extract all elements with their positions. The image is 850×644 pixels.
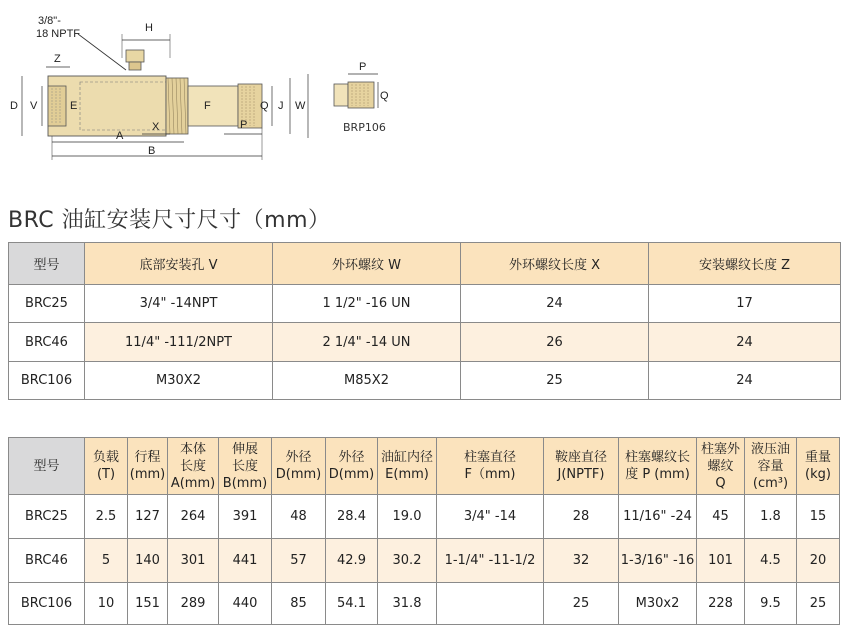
header-line: (T): [96, 467, 116, 482]
cell-model: BRC106: [9, 362, 85, 400]
table-cell: 101: [697, 539, 745, 583]
dim-label-z: Z: [54, 53, 61, 65]
header-extended-length-b: [219, 438, 272, 495]
cell-model: BRC25: [9, 495, 85, 539]
header-outer-thread-w: 外环螺纹 W: [273, 243, 461, 285]
cell-z: 24: [649, 323, 841, 362]
cell-model: BRC25: [9, 285, 85, 323]
cell-v: M30X2: [85, 362, 273, 400]
cell-z: 24: [649, 362, 841, 400]
header-line: 重量: [804, 450, 831, 465]
header-line: 伸展: [231, 441, 258, 457]
dim-label-h: H: [145, 22, 153, 34]
port-thread-label-line2: 18 NPTF: [36, 28, 81, 40]
header-line: 长度: [231, 458, 258, 474]
header-line: 外径: [285, 450, 312, 465]
side-dim-label-q: Q: [380, 90, 389, 102]
header-line: E(mm): [385, 467, 429, 482]
table-cell: 15: [797, 495, 840, 539]
mounting-dimensions-table: [8, 242, 841, 400]
table-row: [9, 285, 841, 323]
header-bore-e: [378, 438, 437, 495]
table-cell: 85: [272, 583, 326, 625]
table-row: [9, 495, 840, 539]
header-line: 螺纹: [707, 458, 734, 474]
header-plunger-diameter-f: [437, 438, 544, 495]
header-body-length-a: [168, 438, 219, 495]
table-cell: 140: [128, 539, 168, 583]
header-line: (cm³): [752, 475, 789, 491]
header-line: 负载: [92, 450, 119, 465]
table-row: [9, 362, 841, 400]
dim-label-e: E: [70, 100, 78, 112]
table-cell: 264: [168, 495, 219, 539]
cell-model: BRC46: [9, 539, 85, 583]
table-cell: 289: [168, 583, 219, 625]
table-cell: 1-1/4" -11-1/2: [437, 539, 544, 583]
table-row: [9, 539, 840, 583]
dim-label-j: J: [278, 100, 284, 112]
header-line: D(mm): [275, 467, 322, 482]
header-plunger-thread-length-p: [619, 438, 697, 495]
dim-label-q: Q: [260, 100, 269, 112]
table-cell: 441: [219, 539, 272, 583]
header-line: 长度: [179, 458, 206, 474]
table-cell: 391: [219, 495, 272, 539]
header-model: [9, 438, 85, 495]
cell-w: 2 1/4" -14 UN: [273, 323, 461, 362]
table-cell: 54.1: [326, 583, 378, 625]
header-load: [85, 438, 128, 495]
header-line: 油缸内径: [380, 450, 433, 465]
cell-z: 17: [649, 285, 841, 323]
header-outer-diameter-d-2: [326, 438, 378, 495]
table-cell: 228: [697, 583, 745, 625]
cell-w: M85X2: [273, 362, 461, 400]
table-cell: 32: [544, 539, 619, 583]
table-cell: 4.5: [745, 539, 797, 583]
header-line: 柱塞外: [700, 441, 740, 457]
table-cell: 440: [219, 583, 272, 625]
header-weight: [797, 438, 840, 495]
table-cell: 57: [272, 539, 326, 583]
header-plunger-thread-q: [697, 438, 745, 495]
table-cell: 151: [128, 583, 168, 625]
table-cell: 30.2: [378, 539, 437, 583]
table-row: [9, 323, 841, 362]
drawing-caption: BRP106: [343, 121, 386, 134]
section-title: BRC 油缸安装尺寸尺寸（mm）: [8, 208, 331, 233]
table-cell: 1-3/16" -16: [619, 539, 697, 583]
table-cell: 2.5: [85, 495, 128, 539]
table-cell: 25: [797, 583, 840, 625]
cell-model: BRC106: [9, 583, 85, 625]
table-cell: 301: [168, 539, 219, 583]
header-model: 型号: [9, 243, 85, 285]
table-cell: 28: [544, 495, 619, 539]
cell-model: BRC46: [9, 323, 85, 362]
header-line: 行程: [134, 450, 161, 465]
table-cell: 127: [128, 495, 168, 539]
header-line: 鞍座直径: [554, 450, 607, 465]
table-cell: 48: [272, 495, 326, 539]
header-line: 外径: [338, 450, 365, 465]
cell-x: 26: [461, 323, 649, 362]
header-line: A(mm): [170, 475, 216, 491]
dim-label-p: P: [240, 119, 248, 131]
port-thread-label-line1: 3/8"-: [38, 15, 61, 27]
table-header-row: [9, 243, 841, 285]
header-base-hole-v: 底部安装孔 V: [85, 243, 273, 285]
header-stroke: [128, 438, 168, 495]
header-line: 液压油: [750, 441, 790, 457]
cell-v: 3/4" -14NPT: [85, 285, 273, 323]
table-cell: M30x2: [619, 583, 697, 625]
header-line: (kg): [805, 467, 831, 482]
cell-x: 24: [461, 285, 649, 323]
dim-label-b: B: [148, 145, 156, 157]
table-row: [9, 583, 840, 625]
cell-x: 25: [461, 362, 649, 400]
table-cell: 1.8: [745, 495, 797, 539]
header-line: 柱塞直径: [463, 450, 516, 465]
header-line: 容量: [757, 458, 784, 474]
header-line: 型号: [33, 458, 60, 474]
table-cell: 20: [797, 539, 840, 583]
header-line: (mm): [129, 467, 166, 482]
table-cell: 3/4" -14: [437, 495, 544, 539]
header-line: D(mm): [328, 467, 375, 482]
dim-label-w: W: [295, 100, 306, 112]
dim-label-v: V: [30, 100, 38, 112]
side-dim-label-p: P: [359, 61, 367, 73]
header-oil-capacity: [745, 438, 797, 495]
header-saddle-diameter-j: [544, 438, 619, 495]
table-cell: [437, 583, 544, 625]
dim-label-a: A: [116, 130, 124, 142]
header-line: 本体: [179, 441, 206, 457]
header-outer-thread-length-x: 外环螺纹长度 X: [461, 243, 649, 285]
table-header-row: [9, 438, 840, 495]
header-line: 度 P (mm): [625, 467, 690, 482]
table-cell: 11/16" -24: [619, 495, 697, 539]
table-cell: 25: [544, 583, 619, 625]
table-cell: 9.5: [745, 583, 797, 625]
header-line: J(NPTF): [557, 467, 605, 482]
dim-label-x: X: [152, 121, 160, 133]
table-cell: 10: [85, 583, 128, 625]
cell-w: 1 1/2" -16 UN: [273, 285, 461, 323]
table-cell: 45: [697, 495, 745, 539]
header-line: B(mm): [222, 475, 268, 491]
header-line: Q: [715, 475, 726, 491]
table-cell: 28.4: [326, 495, 378, 539]
header-mount-thread-length-z: 安装螺纹长度 Z: [649, 243, 841, 285]
table-cell: 5: [85, 539, 128, 583]
header-outer-diameter-d: [272, 438, 326, 495]
header-line: 柱塞螺纹长: [624, 450, 690, 465]
specifications-table: [8, 437, 840, 625]
dim-label-f: F: [204, 100, 211, 112]
cell-v: 11/4" -111/2NPT: [85, 323, 273, 362]
dim-label-d: D: [10, 100, 18, 112]
table-cell: 31.8: [378, 583, 437, 625]
cylinder-dimension-drawing: [8, 14, 330, 164]
table-cell: 19.0: [378, 495, 437, 539]
header-line: F（mm): [464, 467, 516, 482]
table-cell: 42.9: [326, 539, 378, 583]
